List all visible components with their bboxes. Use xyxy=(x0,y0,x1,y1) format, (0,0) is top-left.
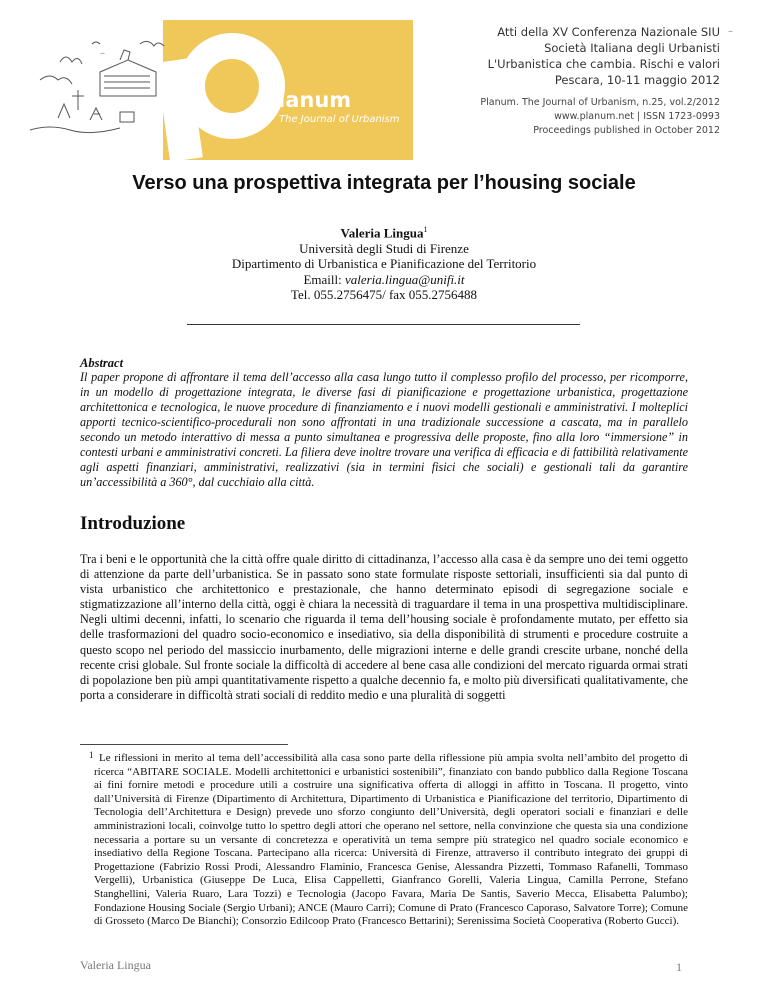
affiliation-university: Università degli Studi di Firenze xyxy=(299,240,469,256)
introduction-heading: Introduzione xyxy=(80,513,186,534)
title-divider xyxy=(187,324,580,325)
email-label: Emaill: xyxy=(303,271,345,287)
planum-logo-name: lanum xyxy=(278,88,352,112)
header-banner xyxy=(0,0,768,160)
email-line xyxy=(0,272,768,288)
email-link[interactable]: valeria.lingua@unifi.it xyxy=(344,271,465,287)
footnote-divider xyxy=(80,744,288,745)
conference-line: Atti della XV Conferenza Nazionale SIU xyxy=(497,25,720,39)
author-footnote-ref[interactable]: 1 xyxy=(423,225,428,234)
journal-line: www.planum.net | ISSN 1723-0993 xyxy=(554,111,720,122)
footnote-number: 1 xyxy=(89,750,94,760)
footer-author: Valeria Lingua xyxy=(80,958,151,972)
conference-info xyxy=(440,24,720,154)
author-block xyxy=(0,222,768,303)
conference-line: Pescara, 10-11 maggio 2012 xyxy=(554,73,720,87)
abstract-heading: Abstract xyxy=(80,356,124,370)
affiliation-department: Dipartimento di Urbanistica e Pianificazione del Territorio xyxy=(231,256,537,272)
conference-line: L'Urbanistica che cambia. Rischi e valori xyxy=(487,57,720,71)
village-sketch-icon xyxy=(30,41,164,132)
header-dash: – xyxy=(728,26,733,37)
journal-line: Planum. The Journal of Urbanism, n.25, vol.2/2012 xyxy=(480,97,720,108)
page-number: 1 xyxy=(676,960,682,974)
abstract-text: Il paper propone di affrontare il tema dell’accesso alla casa lungo tutto il complesso profilo del processo, per ricomporre, in un modello di progettazione integrata, le diverse fasi di pianificazione e progettazione urbanistica, progettazione architettonica e tecnologica, le nuove procedure di finanziamento e i nuovi modelli gestionali e amministrativi. I molteplici apporti tecnico-scientifico-procedurali non sono affrontati in una tradizionale successione a cascata, ma in parallelo secondo un metodo interattivo di messa a punto simultanea e progressiva delle proposte, fino alla loro “immersione” in contesti urbani e amministrativi concreti. La filiera deve inoltre trovare una verifica di efficacia e di fattibilità relativamente agli aspetti finanziari, amministrativi, realizzativi (sia in termini fisici che sociali) e gestionali tali da garantire un’accessibilità a 360°, dal cucchiaio alla città. xyxy=(80,370,688,489)
phone-line: Tel. 055.2756475/ fax 055.2756488 xyxy=(290,287,478,303)
author-name: Valeria Lingua xyxy=(340,225,424,241)
planum-logo-tagline: The Journal of Urbanism xyxy=(279,114,400,125)
planum-p-logo-icon xyxy=(156,46,272,160)
conference-line: Società Italiana degli Urbanisti xyxy=(544,41,720,55)
paper-title: Verso una prospettiva integrata per l’housing sociale xyxy=(132,172,636,194)
footnote-text: Le riflessioni in merito al tema dell’accessibilità alla casa sono parte della riflessione più ampia svolta nell’ambito del progetto di ricerca “ABITARE SOCIALE. Modelli architettonici e urbanistici sostenibili”, finanziato con bando pubblico dalla Regione Toscana ai fini fornire metodi e procedure utili a costruire una significativa offerta di alloggi in affitto in Toscana. Il progetto, vinto dall’Università di Firenze (Dipartimento di Architettura, Dipartimento di Urbanistica e Pianificazione del territorio, Dipartimento di Tecnologia dell’Architettura e Design) prevede uno sforzo congiunto dell’Università, degli operatori sociali e finanziari e delle amministrazioni locali, coinvolge tutto lo spettro degli attori che operano nel settore, nella convinzione che questa sia una condizione necessaria a portare su un versante di concretezza e operatività un tema sempre più strategico nel quadro sociale economico e insediativo della Regione Toscana. Partecipano alla ricerca: Università di Firenze, attraverso il contributo integrato dei gruppi di Progettazione (Fabrizio Rossi Prodi, Alessandro Flaminio, Francesca Genise, Alessandra Pizzetti, Tommaso Rafanelli, Tommaso Vergelli), Urbanistica (Giuseppe De Luca, Elisa Cappelletti, Gianfranco Gorelli, Valeria Lingua, Camilla Perrone, Stefano Stanghellini, Valeria Ruaro, Lara Tozzi) e Tecnologia (Jacopo Favara, Maria De Santis, Saverio Mecca, Elisabetta Palumbo); Fondazione Housing Sociale (Sergio Urbani); ANCE (Mauro Carri); Comune di Prato (Francesco Caporaso, Salvatore Torre); Comune di Grosseto (Marco De Bianchi); Consorzio Edilcoop Prato (Francesco Bettarini); Serenissima Società Cooperativa (Roberto Gucci). xyxy=(94,752,688,928)
introduction-text: Tra i beni e le opportunità che la città offre quale diritto di cittadinanza, l’accesso alla casa è da sempre uno dei temi oggetto di attenzione da parte dell’urbanistica. Se in passato sono state formulate risposte settoriali, insufficienti sia dal punto di vista urbanistico che architettonico e prestazionale, che hanno determinato episodi di segregazione sociale e stigmatizzazione all’interno della città, oggi è chiara la necessità di traguardare il tema in una prospettiva multidisciplinare. Negli ultimi decenni, infatti, lo scenario che riguarda il tema dell’housing sociale è profondamente mutato, per effetto sia delle trasformazioni del quadro socio-economico e insediativo, sia della disponibilità di strumenti e procedure costruite a questo scopo nel periodo del massiccio inurbamento, delle migrazioni interne e delle grandi crescite urbane, nonché della recente crisi globale. Sul fronte sociale la difficoltà di accedere al bene casa alle condizioni del mercato riguarda ormai strati di popolazione ben più ampi quantitativamente rispetto a qualche decennio fa, e molto più diversificati qualitativamente, che porta a considerare in difficoltà strati sociali di reddito medio e una pluralità di soggetti xyxy=(80,552,688,702)
journal-line: Proceedings published in October 2012 xyxy=(533,125,720,136)
header-dash: – xyxy=(100,48,105,59)
